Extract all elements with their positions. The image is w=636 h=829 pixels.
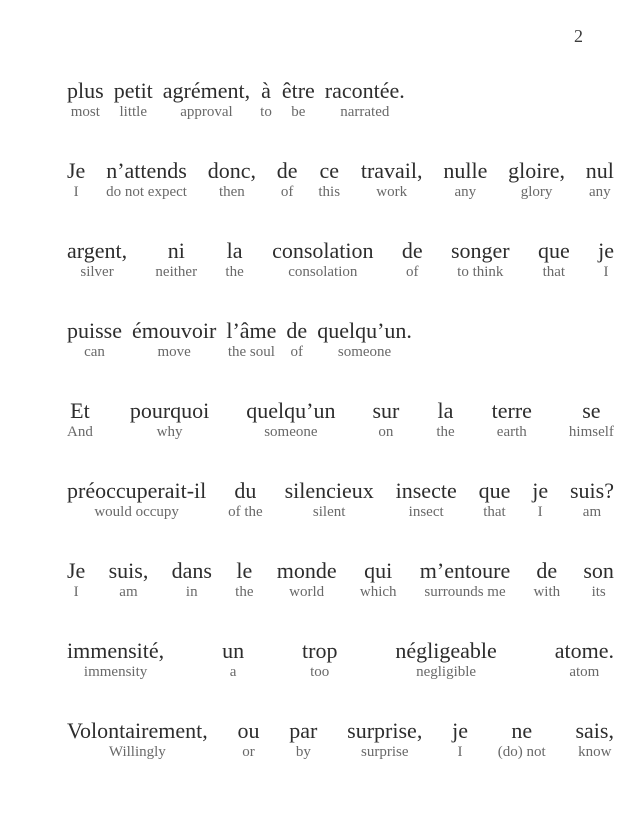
french-word: racontée. [324, 78, 405, 103]
interlinear-line [67, 237, 614, 281]
english-gloss: I [73, 184, 79, 200]
interlinear-line [67, 77, 614, 121]
english-gloss: someone [337, 344, 392, 360]
interlinear-line [67, 157, 614, 201]
word-pair [246, 397, 335, 441]
french-word: travail, [360, 158, 423, 183]
english-gloss: why [156, 424, 183, 440]
word-pair [222, 637, 244, 681]
word-pair [226, 317, 276, 361]
english-gloss: I [457, 744, 463, 760]
word-pair [106, 157, 187, 201]
english-gloss: do not expect [106, 184, 187, 200]
french-word: à [261, 78, 271, 103]
english-gloss: the soul [227, 344, 275, 360]
english-gloss: immensity [83, 664, 148, 680]
english-gloss: a [229, 664, 237, 680]
word-pair [286, 317, 307, 361]
english-gloss: someone [264, 424, 318, 440]
french-word: surprise, [347, 718, 423, 743]
french-word: ne [511, 718, 533, 743]
word-pair [67, 77, 104, 121]
french-word: son [583, 558, 614, 583]
word-pair [238, 717, 260, 761]
word-pair [317, 317, 412, 361]
word-pair [402, 237, 423, 281]
word-pair [67, 477, 206, 521]
french-word: dans [171, 558, 212, 583]
interlinear-line [67, 637, 614, 681]
french-word: insecte [395, 478, 457, 503]
english-gloss: glory [520, 184, 553, 200]
english-gloss: this [318, 184, 341, 200]
french-word: suis, [108, 558, 149, 583]
word-pair [436, 397, 454, 441]
word-pair [208, 157, 256, 201]
english-gloss: of the [228, 504, 263, 520]
english-gloss: consolation [288, 264, 358, 280]
word-pair [272, 237, 373, 281]
text-body [67, 77, 614, 797]
english-gloss: be [291, 104, 306, 120]
english-gloss: world [289, 584, 325, 600]
english-gloss: on [378, 424, 394, 440]
word-pair [132, 317, 216, 361]
english-gloss: (do) not [497, 744, 546, 760]
word-pair [538, 237, 570, 281]
french-word: argent, [67, 238, 128, 263]
english-gloss: the [436, 424, 455, 440]
french-word: nulle [443, 158, 488, 183]
french-word: monde [276, 558, 337, 583]
french-word: du [234, 478, 257, 503]
english-gloss: insect [408, 504, 444, 520]
french-word: Je [67, 558, 86, 583]
english-gloss: of [280, 184, 294, 200]
english-gloss: Willingly [108, 744, 166, 760]
french-word: silencieux [284, 478, 374, 503]
word-pair [228, 477, 263, 521]
french-word: sur [372, 398, 400, 423]
interlinear-line [67, 557, 614, 601]
interlinear-line [67, 717, 614, 761]
interlinear-line [67, 477, 614, 521]
word-pair [302, 637, 337, 681]
english-gloss: I [603, 264, 609, 280]
english-gloss: I [537, 504, 543, 520]
french-word: je [598, 238, 614, 263]
english-gloss: its [591, 584, 606, 600]
french-word: je [452, 718, 468, 743]
french-word: plus [67, 78, 104, 103]
word-pair [570, 477, 614, 521]
french-word: être [281, 78, 315, 103]
english-gloss: which [359, 584, 397, 600]
word-pair [347, 717, 422, 761]
word-pair [420, 557, 510, 601]
french-word: qui [364, 558, 393, 583]
english-gloss: in [185, 584, 198, 600]
english-gloss: negligible [416, 664, 477, 680]
word-pair [598, 237, 614, 281]
word-pair [532, 477, 548, 521]
word-pair [575, 717, 614, 761]
french-word: ou [237, 718, 260, 743]
french-word: ce [319, 158, 339, 183]
word-pair [67, 557, 85, 601]
word-pair [109, 557, 149, 601]
french-word: n’attends [106, 158, 187, 183]
french-word: immensité, [67, 638, 165, 663]
french-word: que [478, 478, 511, 503]
word-pair [155, 237, 197, 281]
word-pair [67, 317, 122, 361]
english-gloss: little [119, 104, 147, 120]
word-pair [225, 237, 243, 281]
english-gloss: am [582, 504, 602, 520]
word-pair [318, 157, 340, 201]
word-pair [443, 157, 487, 201]
french-word: de [401, 238, 423, 263]
french-word: agrément, [162, 78, 251, 103]
word-pair [114, 77, 153, 121]
french-word: pourquoi [129, 398, 210, 423]
word-pair [67, 157, 85, 201]
interlinear-line [67, 317, 614, 361]
word-pair [586, 157, 614, 201]
english-gloss: most [70, 104, 100, 120]
english-gloss: himself [568, 424, 614, 440]
english-gloss: or [242, 744, 255, 760]
english-gloss: earth [496, 424, 527, 440]
page-number: 2 [574, 26, 583, 46]
word-pair [583, 557, 614, 601]
english-gloss: that [483, 504, 506, 520]
word-pair [67, 397, 93, 441]
english-gloss: would occupy [94, 504, 179, 520]
french-word: négligeable [395, 638, 497, 663]
french-word: trop [302, 638, 338, 663]
word-pair [360, 557, 397, 601]
word-pair [361, 157, 423, 201]
word-pair [172, 557, 212, 601]
word-pair [282, 77, 315, 121]
french-word: se [582, 398, 601, 423]
word-pair [325, 77, 405, 121]
english-gloss: surprise [361, 744, 409, 760]
french-word: quelqu’un. [317, 318, 412, 343]
french-word: puisse [67, 318, 122, 343]
french-word: de [286, 318, 308, 343]
word-pair [533, 557, 560, 601]
english-gloss: of [290, 344, 304, 360]
french-word: le [236, 558, 253, 583]
french-word: un [222, 638, 245, 663]
word-pair [67, 637, 164, 681]
word-pair [396, 477, 457, 521]
french-word: petit [113, 78, 153, 103]
english-gloss: with [533, 584, 561, 600]
english-gloss: And [67, 424, 93, 440]
french-word: émouvoir [132, 318, 217, 343]
english-gloss: know [578, 744, 612, 760]
french-word: ni [167, 238, 185, 263]
french-word: gloire, [508, 158, 565, 183]
french-word: préoccuperait-il [67, 478, 207, 503]
french-word: atome. [554, 638, 614, 663]
interlinear-line [67, 397, 614, 441]
word-pair [452, 717, 468, 761]
english-gloss: move [157, 344, 191, 360]
english-gloss: am [119, 584, 138, 600]
english-gloss: silent [312, 504, 346, 520]
french-word: quelqu’un [246, 398, 336, 423]
word-pair [130, 397, 209, 441]
english-gloss: that [542, 264, 566, 280]
word-pair [498, 717, 546, 761]
word-pair [492, 397, 532, 441]
english-gloss: I [73, 584, 79, 600]
french-word: donc, [207, 158, 256, 183]
french-word: l’âme [226, 318, 277, 343]
word-pair [277, 557, 337, 601]
word-pair [451, 237, 510, 281]
french-word: m’entoure [419, 558, 511, 583]
word-pair [163, 77, 250, 121]
word-pair [277, 157, 298, 201]
french-word: consolation [272, 238, 374, 263]
english-gloss: of [406, 264, 419, 280]
english-gloss: neither [155, 264, 198, 280]
french-word: Volontairement, [67, 718, 208, 743]
word-pair [508, 157, 565, 201]
english-gloss: work [376, 184, 408, 200]
french-word: Et [70, 398, 90, 423]
french-word: par [289, 718, 318, 743]
french-word: sais, [575, 718, 614, 743]
french-word: que [537, 238, 570, 263]
word-pair [285, 477, 374, 521]
english-gloss: too [310, 664, 330, 680]
french-word: songer [450, 238, 510, 263]
word-pair [67, 237, 127, 281]
word-pair [289, 717, 317, 761]
french-word: suis? [569, 478, 614, 503]
english-gloss: surrounds me [424, 584, 506, 600]
english-gloss: by [295, 744, 311, 760]
word-pair [67, 717, 208, 761]
english-gloss: any [588, 184, 611, 200]
french-word: la [226, 238, 243, 263]
english-gloss: to think [457, 264, 504, 280]
french-word: je [532, 478, 549, 503]
english-gloss: approval [180, 104, 233, 120]
english-gloss: the [225, 264, 244, 280]
french-word: Je [67, 158, 86, 183]
word-pair [479, 477, 511, 521]
english-gloss: narrated [340, 104, 390, 120]
english-gloss: silver [80, 264, 114, 280]
english-gloss: can [84, 344, 105, 360]
french-word: nul [585, 158, 614, 183]
word-pair [395, 637, 496, 681]
word-pair [372, 397, 399, 441]
french-word: la [437, 398, 454, 423]
french-word: de [536, 558, 558, 583]
english-gloss: atom [569, 664, 600, 680]
english-gloss: to [260, 104, 272, 120]
english-gloss: any [454, 184, 477, 200]
word-pair [235, 557, 253, 601]
word-pair [569, 397, 614, 441]
word-pair [260, 77, 272, 121]
english-gloss: the [235, 584, 254, 600]
french-word: de [276, 158, 298, 183]
word-pair [555, 637, 614, 681]
french-word: terre [491, 398, 532, 423]
english-gloss: then [218, 184, 245, 200]
